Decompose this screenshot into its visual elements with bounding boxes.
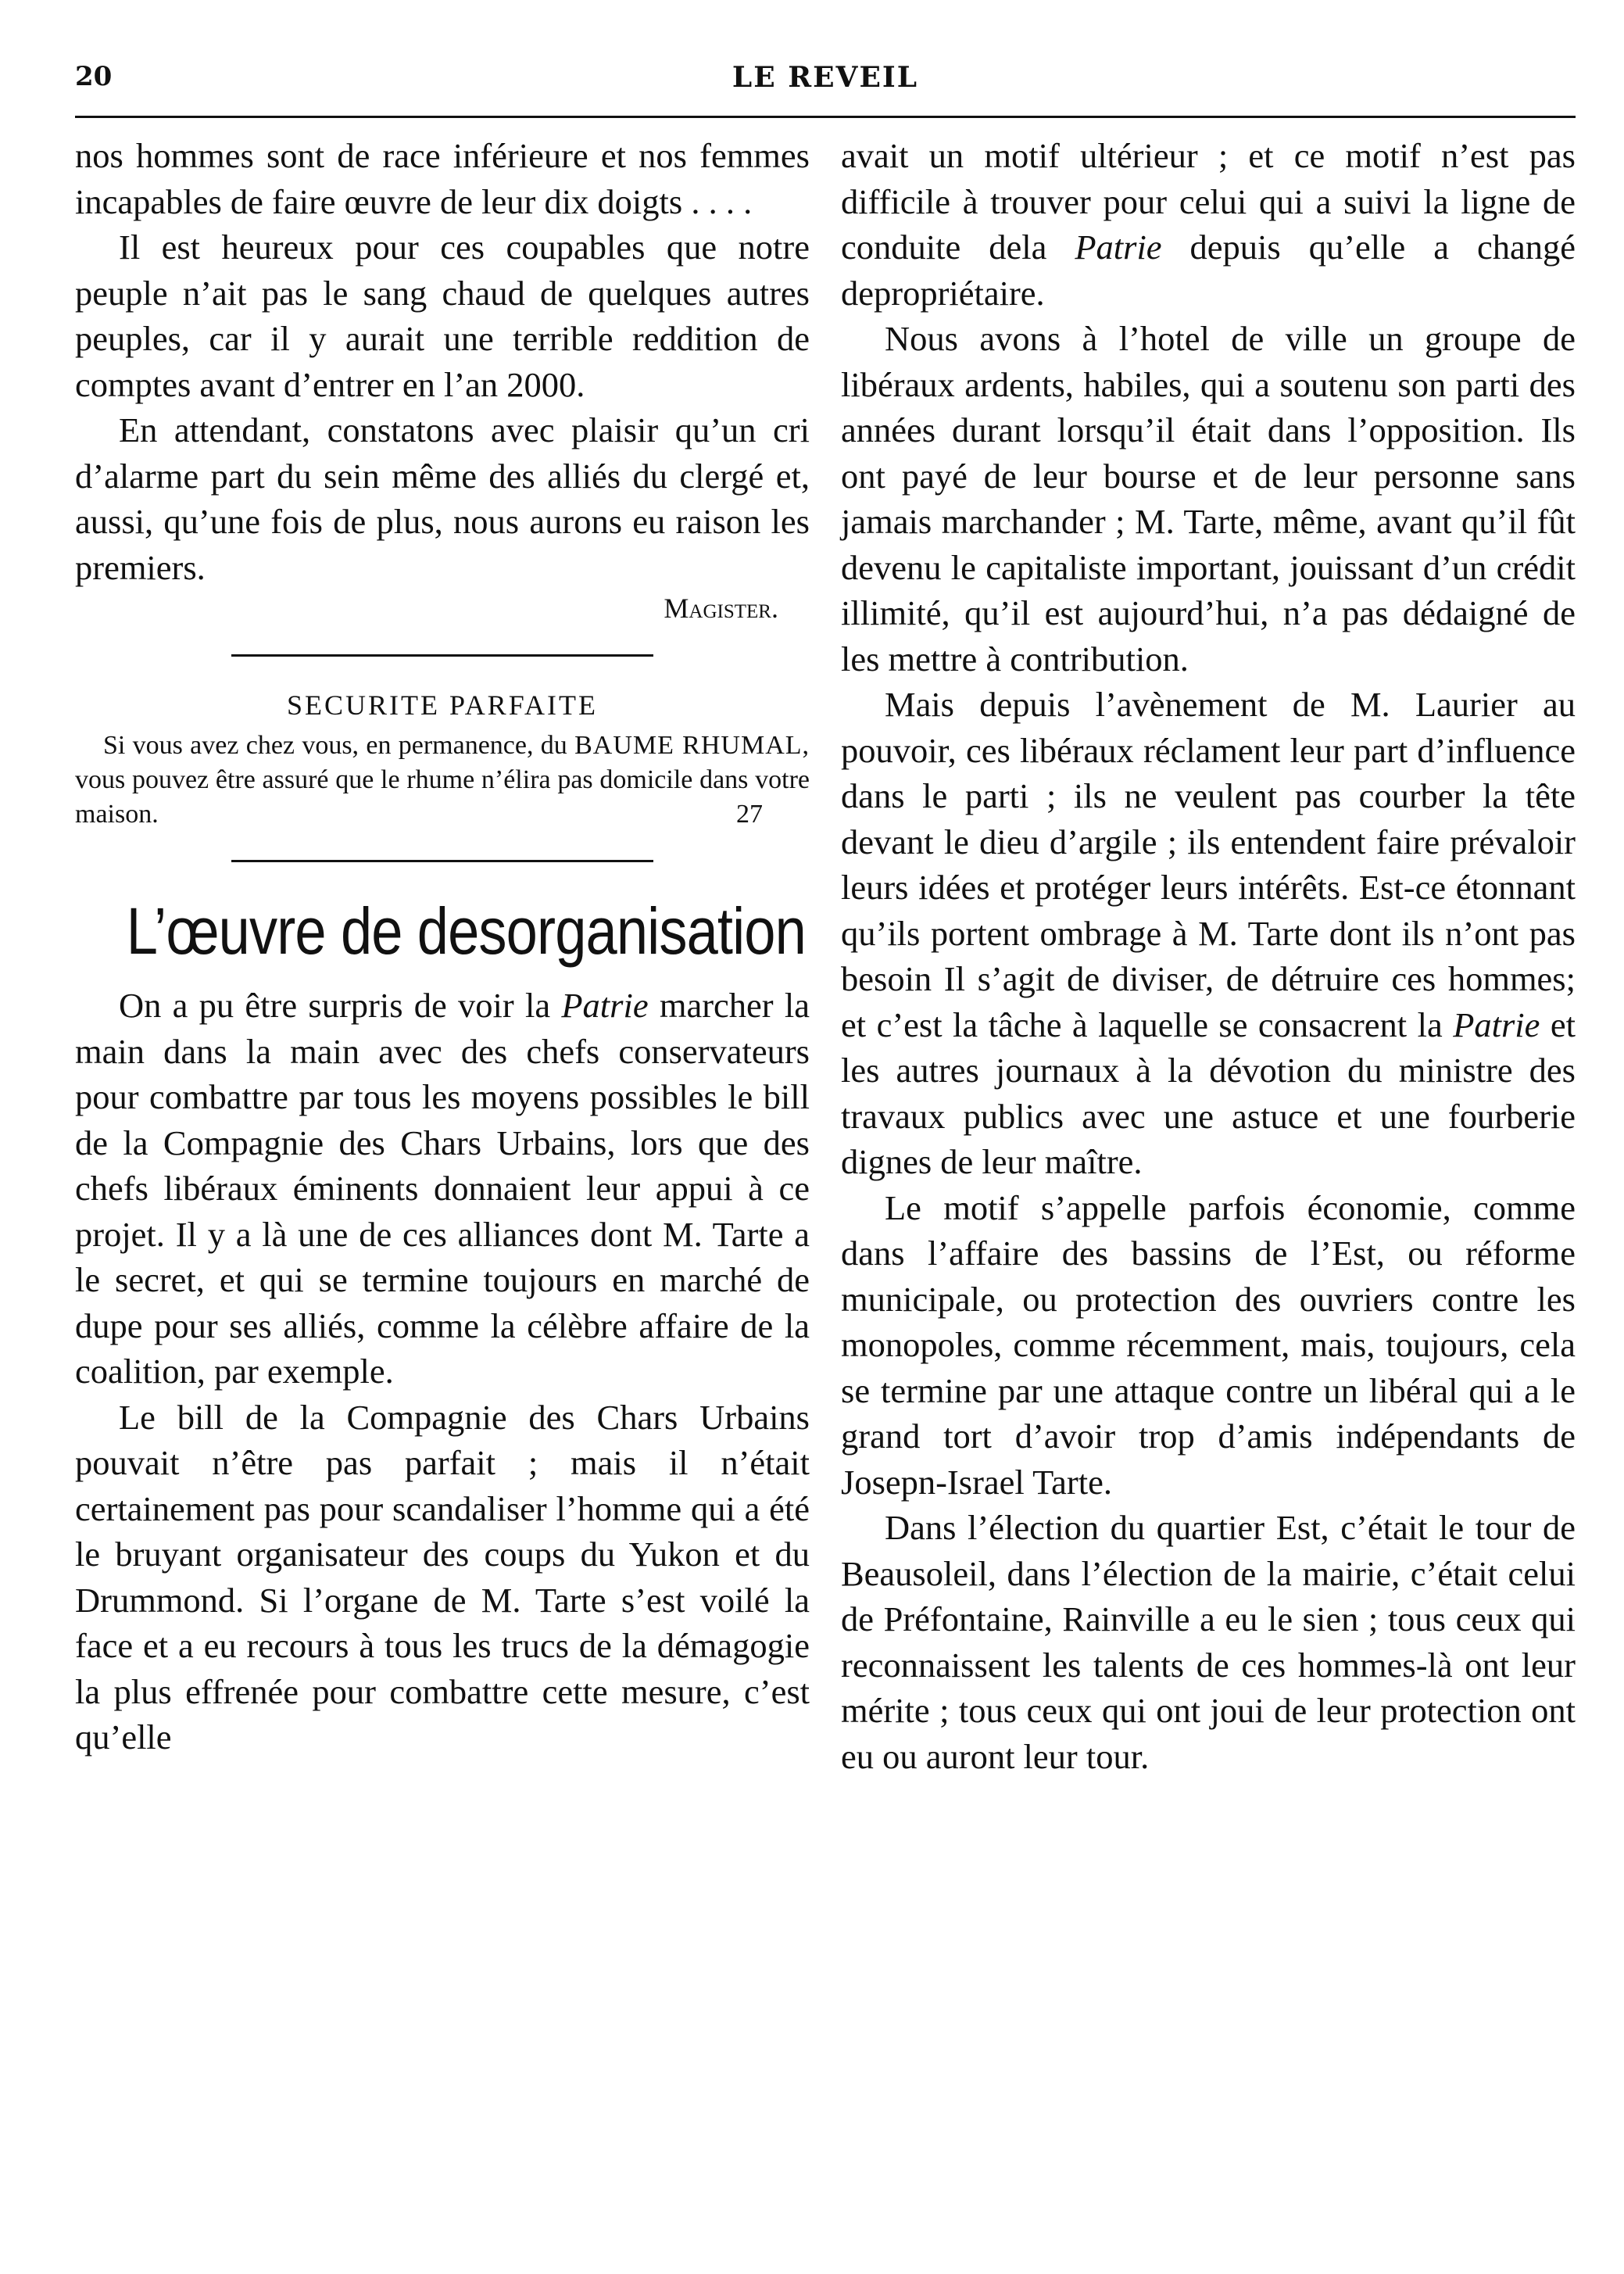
paragraph [75, 983, 810, 1395]
text-run: Mais depuis l’avènement de M. Laurier au pouvoir, ces libéraux réclament leur part d’influence dans le parti ; ils ne veulent pas courber la tête devant le dieu d’argile ; ils entendent faire prévaloir leurs idées et protéger leurs intérêts. Est-ce étonnant qu’ils portent ombrage à M. Tarte dont ils n’ont pas besoin Il s’agit de diviser, de détruire ces hommes; et c’est la tâche à laquelle se consacrent la [841, 685, 1576, 1044]
text-run: On a pu être surpris de voir la [119, 986, 551, 1025]
running-title: LE REVEIL [732, 61, 919, 94]
italic-run: Patrie [1075, 227, 1162, 267]
paragraph: Le bill de la Compagnie des Chars Urbains pouvait n’être pas parfait ; mais il n’était certainement pas pour scandaliser l’homme qui a été le bruyant organisateur des coups du Yukon et du Drummond. Si l’organe de M. Tarte s’est voilé la face et a eu recours à tous les trucs de la démagogie la plus effrenée pour combattre cette mesure, c’est qu’elle [75, 1397, 810, 1757]
text-run: et les autres journaux à la dévotion du ministre des travaux publics avec une astuce et une fourberie dignes de leur maître. [841, 1004, 1576, 1181]
ad-product-name: BAUME RHUMAL, [574, 731, 810, 760]
paragraph [841, 133, 1576, 316]
header-rule [75, 116, 1576, 118]
author-signature: Magister. [664, 593, 778, 624]
ad-number: 27 [736, 800, 763, 829]
paragraph: Dans l’élection du quartier Est, c’était le tour de Beausoleil, dans l’élection de la mairie, c’était celui de Préfontaine, Rainville a eu le sien ; tous ceux qui reconnaissent les talents de ces hommes-là ont leur mérite ; tous ceux qui ont joui de leur protection ont eu ou auront leur tour. [841, 1508, 1576, 1776]
ad-text: vous pouvez être assuré que le rhume n’élira pas domicile dans votre maison. [75, 765, 810, 829]
right-column [841, 133, 1576, 1779]
text-run: avait un motif ultérieur ; et ce motif n’est pas difficile à trouver pour celui qui a suivi la ligne de conduite dela [841, 136, 1576, 267]
page-number: 20 [75, 61, 113, 92]
ad-text: Si vous avez chez vous, en permanence, du [103, 731, 567, 760]
italic-run: Patrie [1453, 1004, 1540, 1044]
page-header [75, 61, 1576, 108]
article-title: L’œuvre de desorganisation [126, 894, 806, 968]
text-run: marcher la main dans la main avec des chefs conservateurs pour combattre par tous les moyens possibles le bill de la Compagnie des Chars Urbains, lors que des chefs libéraux éminents donnaient leur appui à ce projet. Il y a là une de ces alliances dont M. Tarte a le secret, et qui se termine toujours en marché de dupe pour ses alliés, comme la célèbre affaire de la coalition, par exemple. [75, 986, 810, 1391]
section-divider [231, 654, 653, 657]
advertisement [75, 688, 810, 832]
paragraph: nos hommes sont de race inférieure et nos femmes incapables de faire œuvre de leur dix doigts . . . . [75, 136, 810, 221]
paragraph: En attendant, constatons avec plaisir qu’un cri d’alarme part du sein même des alliés du clergé et, aussi, qu’une fois de plus, nous aurons eu raison les premiers. [75, 410, 810, 587]
paragraph: Nous avons à l’hotel de ville un groupe de libéraux ardents, habiles, qui a soutenu son parti des années durant lorsqu’il était dans l’opposition. Ils ont payé de leur bourse et de leur personne sans jamais marchander ; M. Tarte, même, avant qu’il fût devenu le capitaliste important, jouissant d’un crédit illimité, qu’il est aujourd’hui, n’a pas dédaigné de les mettre à contribution. [841, 319, 1576, 679]
paragraph: Le motif s’appelle parfois économie, comme dans l’affaire des bassins de l’Est, ou réforme municipale, ou protection des ouvriers contre les monopoles, comme récemment, mais, toujours, cela se termine par une attaque contre un libéral qui a le grand tort d’avoir trop d’amis indépendants de Josepn-Israel Tarte. [841, 1187, 1576, 1502]
ad-title: SECURITE PARFAITE [286, 689, 599, 721]
italic-run: Patrie [561, 986, 649, 1025]
text-run: depuis qu’elle a changé depropriétaire. [841, 227, 1576, 313]
left-column [75, 133, 810, 1760]
paragraph: Il est heureux pour ces coupables que notre peuple n’ait pas le sang chaud de quelques autres peuples, car il y aurait une terrible reddition de comptes avant d’entrer en l’an 2000. [75, 227, 810, 404]
section-divider [231, 860, 653, 862]
paragraph [841, 682, 1576, 1185]
ad-body [75, 729, 810, 832]
